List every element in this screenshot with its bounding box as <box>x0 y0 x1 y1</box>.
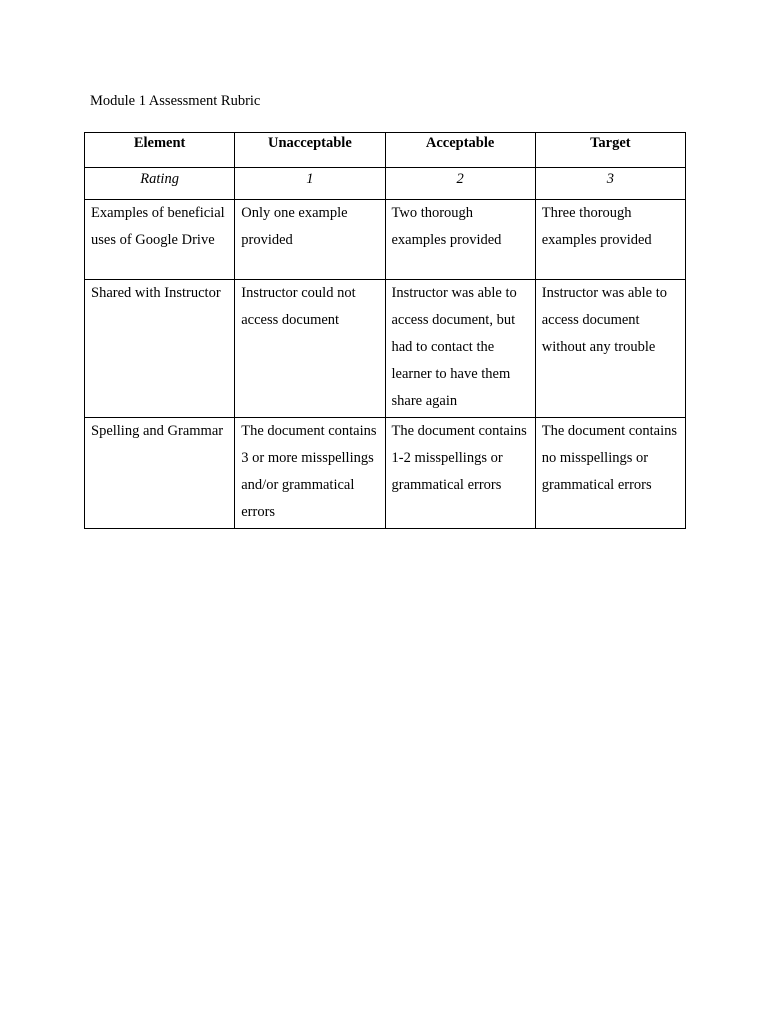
acceptable-text: Two thorough examples provided <box>391 205 502 248</box>
page-title: Module 1 Assessment Rubric <box>90 93 261 109</box>
header-element: Element <box>85 133 235 168</box>
unacceptable-text: Only one example provided <box>241 205 348 248</box>
unacceptable-text: The document contains 3 or more misspellings and/or grammatical errors <box>241 423 377 520</box>
criterion-text: Examples of beneficial uses of Google Drive <box>91 205 225 248</box>
rating-row <box>85 168 686 200</box>
target-cell <box>535 200 685 280</box>
criterion-text: Spelling and Grammar <box>91 423 224 439</box>
unacceptable-cell <box>235 280 385 418</box>
acceptable-cell <box>385 200 535 280</box>
header-row <box>85 133 686 168</box>
table-row <box>85 200 686 280</box>
target-cell <box>535 418 685 529</box>
target-text: The document contains no misspellings or grammatical errors <box>541 423 678 493</box>
table-row <box>85 280 686 418</box>
header-acceptable: Acceptable <box>385 133 535 168</box>
criterion-cell <box>85 280 235 418</box>
acceptable-cell <box>385 280 535 418</box>
criterion-cell <box>85 418 235 529</box>
acceptable-text: The document contains 1-2 misspellings or grammatical errors <box>391 423 527 493</box>
acceptable-text: Instructor was able to access document, but had to contact the learner to have them share again <box>391 285 517 409</box>
target-text: Instructor was able to access document without any trouble <box>541 285 667 355</box>
criterion-text: Shared with Instructor <box>91 285 221 301</box>
unacceptable-text: Instructor could not access document <box>241 285 356 328</box>
target-text: Three thorough examples provided <box>541 205 652 248</box>
acceptable-cell <box>385 418 535 529</box>
unacceptable-cell <box>235 200 385 280</box>
rating-acceptable: 2 <box>385 168 535 200</box>
target-cell <box>535 280 685 418</box>
rubric-table <box>84 132 686 529</box>
rating-target: 3 <box>535 168 685 200</box>
rating-unacceptable: 1 <box>235 168 385 200</box>
table-row <box>85 418 686 529</box>
rating-label: Rating <box>85 168 235 200</box>
criterion-cell <box>85 200 235 280</box>
header-target: Target <box>535 133 685 168</box>
unacceptable-cell <box>235 418 385 529</box>
header-unacceptable: Unacceptable <box>235 133 385 168</box>
